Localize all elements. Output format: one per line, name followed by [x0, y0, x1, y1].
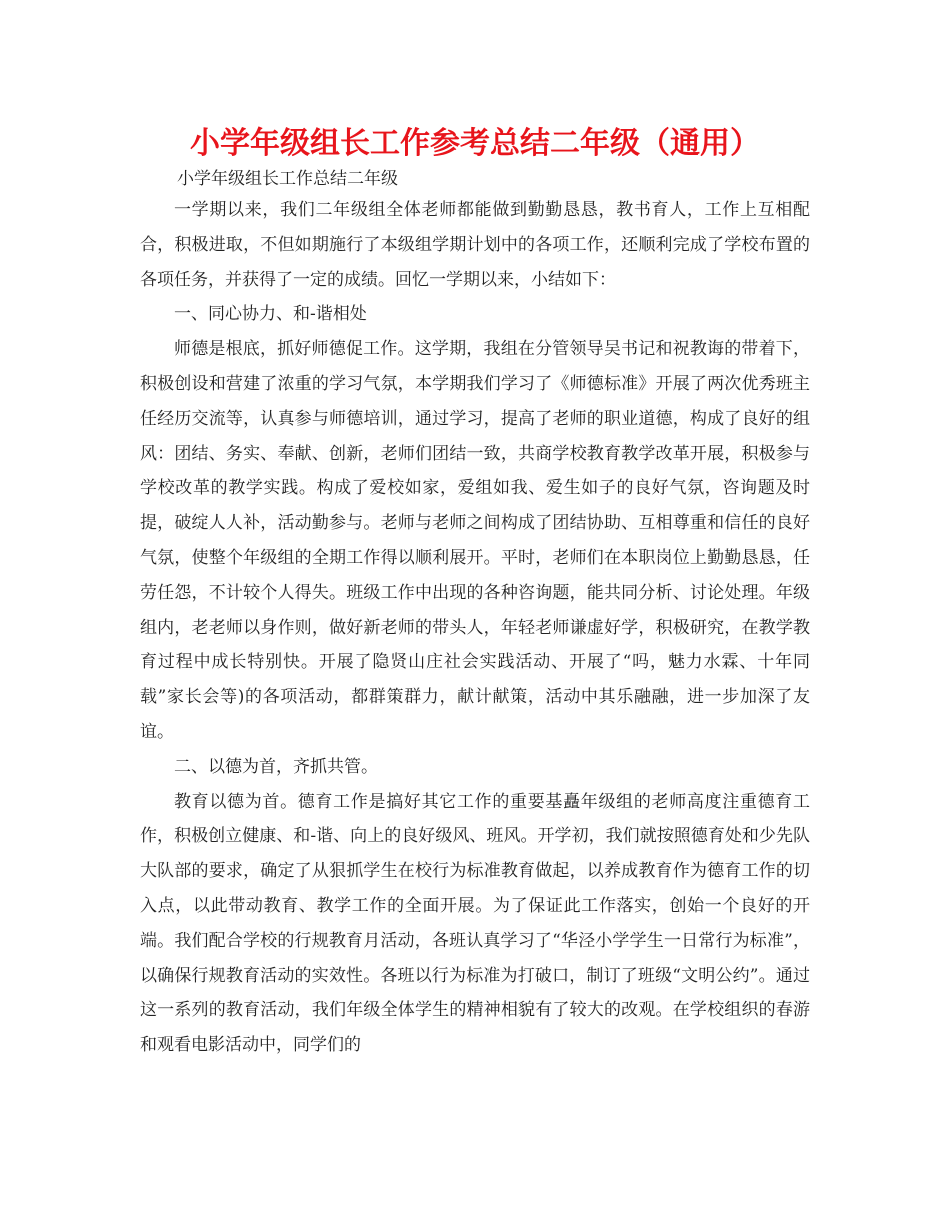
section-heading-1: 一、同心协力、和-谐相处	[174, 304, 367, 325]
section-1-paragraph: 师德是根底，抓好师德促工作。这学期，我组在分管领导吴书记和祝教诲的带着下，积极创设和营建了浓重的学习气氛，本学期我们学习了《师德标准》开展了两次优秀班主任经历交流等，认真参与师德培训，通过学习，提高了老师的职业道德，构成了良好的组风：团结、务实、奉献、创新，老师们团结一致，共商学校教育教学改革开展，积极参与学校改革的教学实践。构成了爱校如家，爱组如我、爱生如子的良好气氛，咨询题及时提，破绽人人补，活动勤参与。老师与老师之间构成了团结协助、互相尊重和信任的良好气氛，使整个年级组的全期工作得以顺利展开。平时，老师们在本职岗位上勤勤恳恳，任劳任怨，不计较个人得失。班级工作中出现的各种咨询题，能共同分析、讨论处理。年级组内，老老师以身作则，做好新老师的带头人，年轻老师谦虚好学，积极研究，在教学教育过程中成长特别快。开展了隐贤山庄社会实践活动、开展了“吗，魅力水霖、十年同载”家长会等)的各项活动，都群策群力，献计献策，活动中其乐融融，进一步加深了友谊。	[140, 339, 810, 742]
document-title: 小学年级组长工作参考总结二年级（通用）	[190, 126, 760, 161]
intro-paragraph: 一学期以来，我们二年级组全体老师都能做到勤勤恳恳，教书育人，工作上互相配合，积极进取，不但如期施行了本级组学期计划中的各项工作，还顺利完成了学校布置的各项任务，并获得了一定的成绩。回忆一学期以来，小结如下：	[140, 200, 810, 290]
document-body	[140, 193, 810, 1063]
document-subtitle: 小学年级组长工作总结二年级	[177, 169, 398, 189]
section-heading-2: 二、以德为首，齐抓共管。	[174, 756, 378, 777]
section-2-paragraph: 教育以德为首。德育工作是搞好其它工作的重要基矗年级组的老师高度注重德育工作，积极创立健康、和-谐、向上的良好级风、班风。开学初，我们就按照德育处和少先队大队部的要求，确定了从狠抓学生在校行为标准教育做起，以养成教育作为德育工作的切入点，以此带动教育、教学工作的全面开展。为了保证此工作落实，创始一个良好的开端。我们配合学校的行规教育月活动，各班认真学习了“华泾小学学生一日常行为标准”，以确保行规教育活动的实效性。各班以行为标准为打破口，制订了班级“文明公约”。通过这一系列的教育活动，我们年级全体学生的精神相貌有了较大的改观。在学校组织的春游和观看电影活动中，同学们的	[140, 791, 810, 1056]
